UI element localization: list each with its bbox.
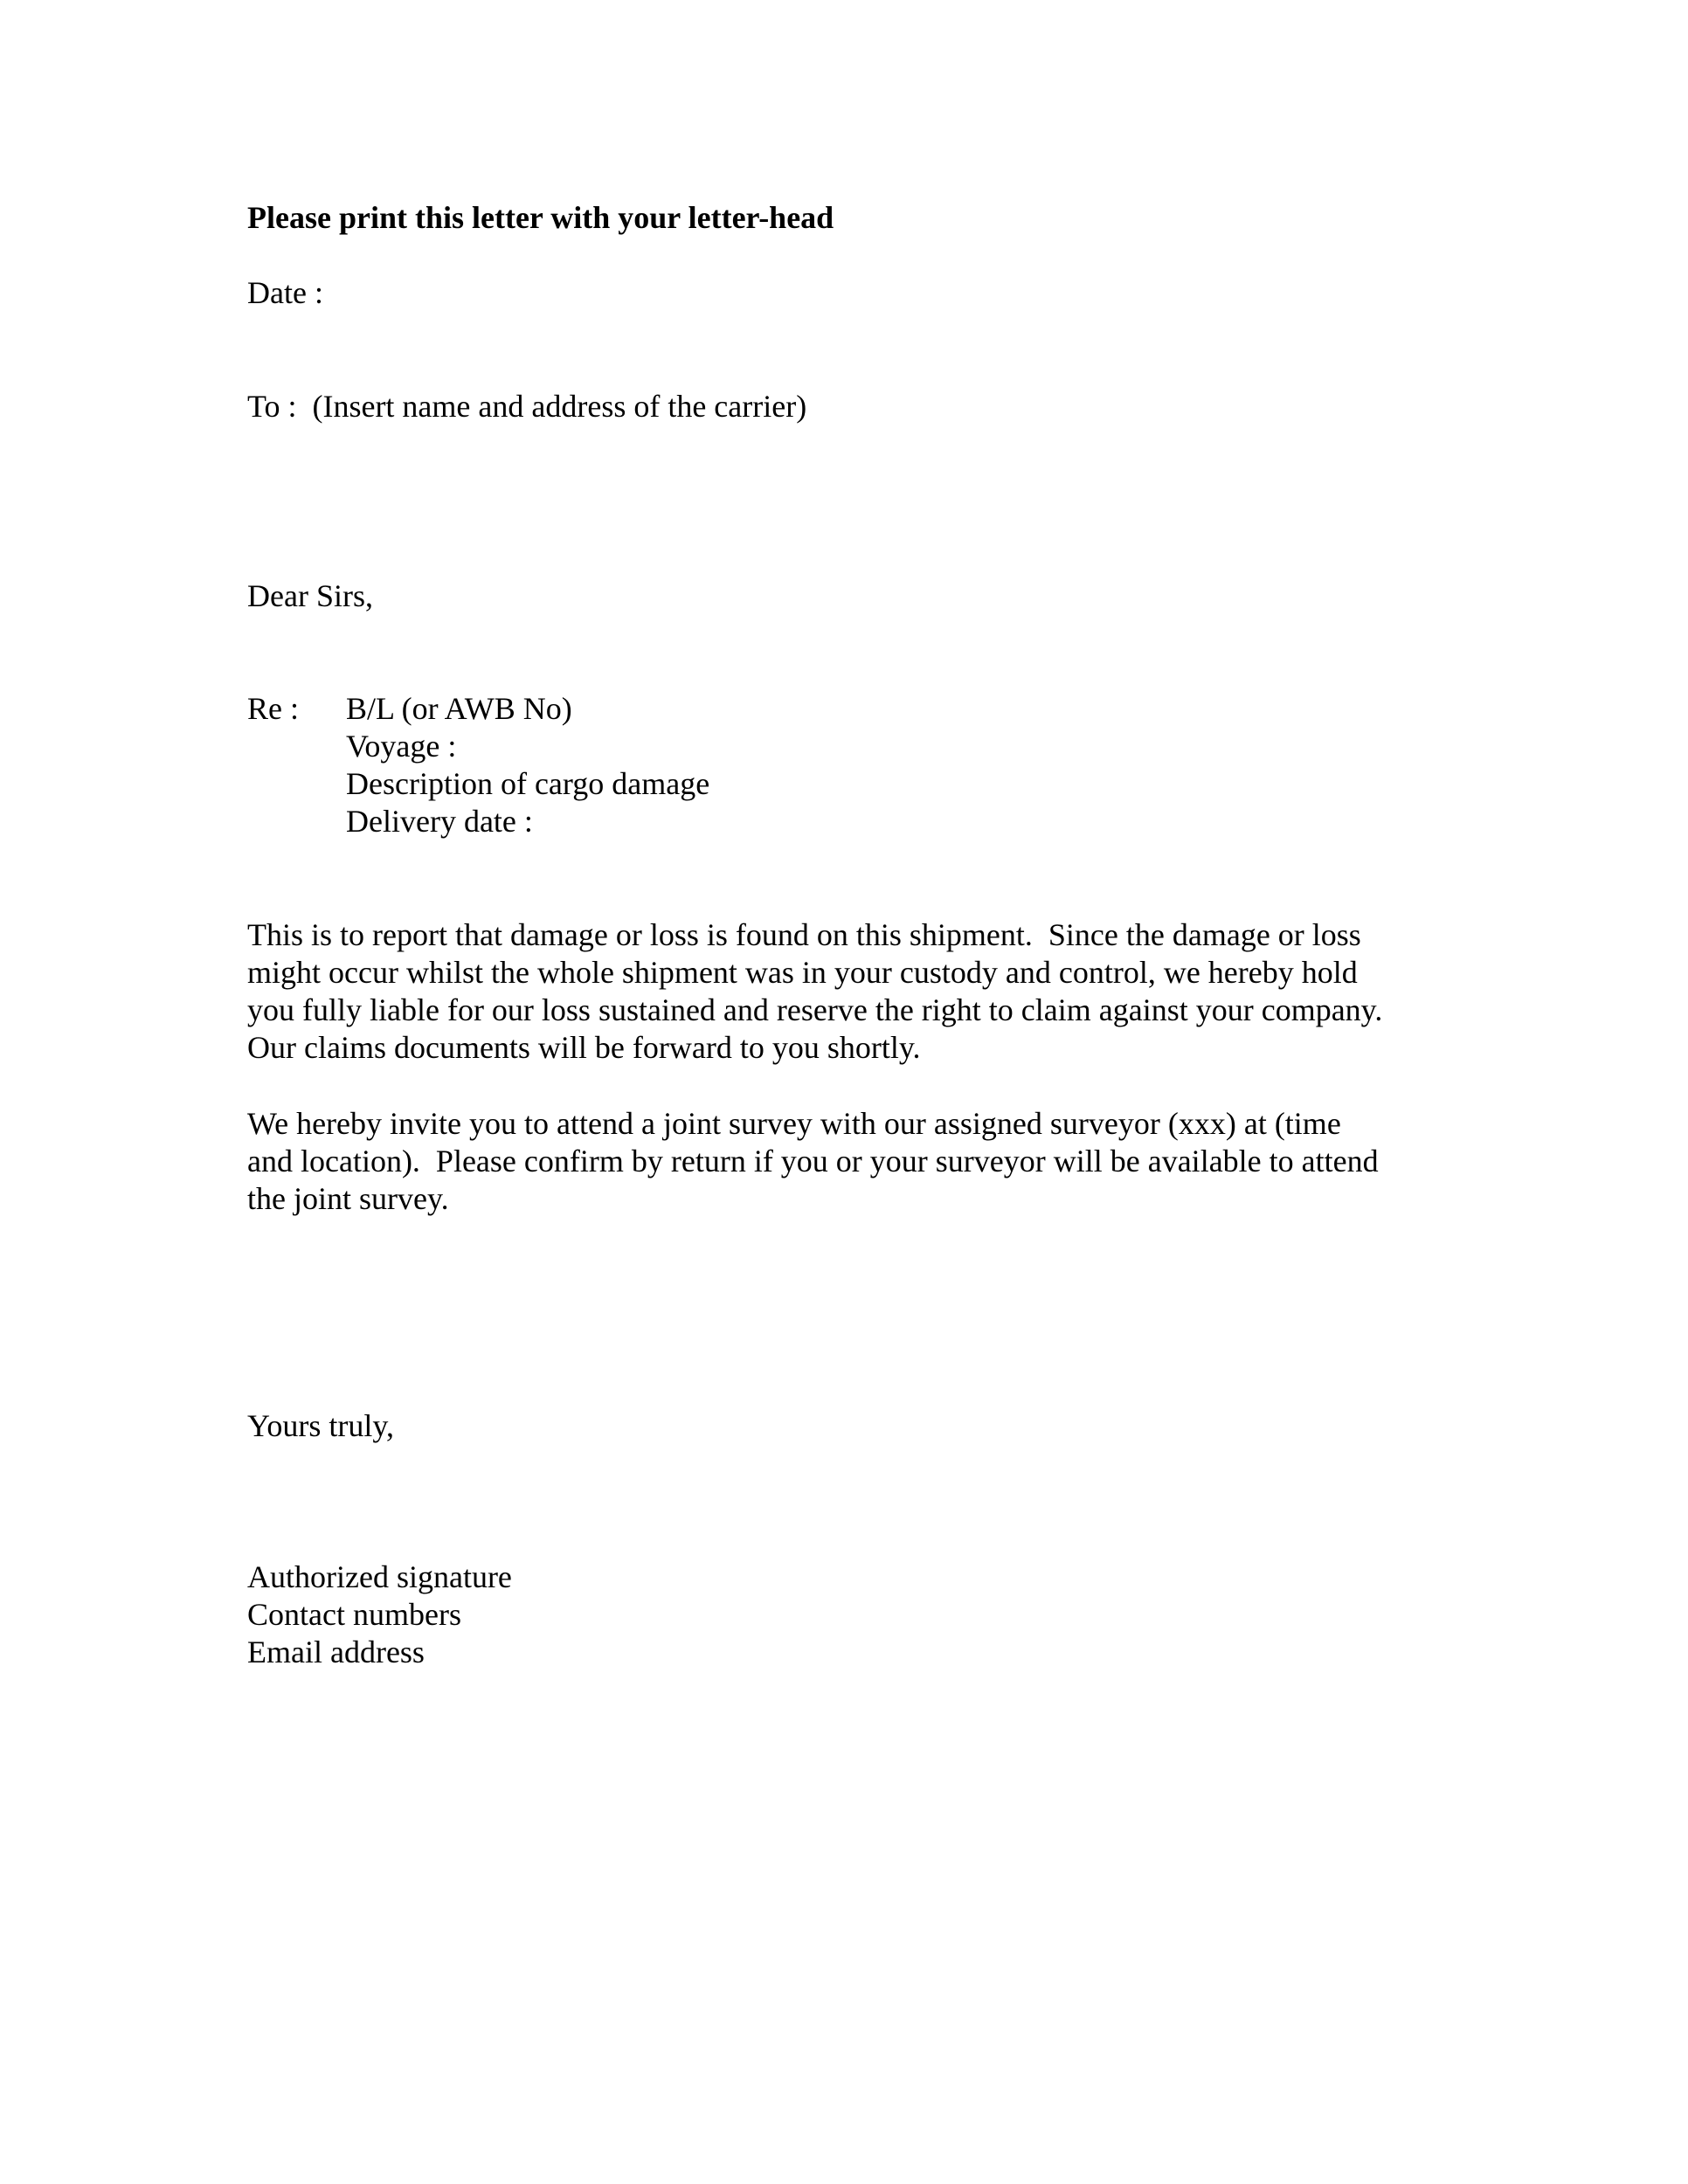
reference-cargo-damage: Description of cargo damage: [346, 766, 710, 801]
recipient-line: To : (Insert name and address of the carrier): [247, 389, 807, 424]
joint-survey-paragraph: [247, 1105, 1379, 1218]
contact-numbers: Contact numbers: [247, 1597, 461, 1632]
paragraph-line: This is to report that damage or loss is found on this shipment. Since the damage or loss: [247, 917, 1361, 952]
reference-bl-number: B/L (or AWB No): [346, 691, 572, 726]
paragraph-line: you fully liable for our loss sustained and reserve the right to claim against your company.: [247, 992, 1383, 1027]
paragraph-line: the joint survey.: [247, 1181, 449, 1216]
reference-delivery-date: Delivery date :: [346, 804, 533, 839]
date-label: Date :: [247, 275, 323, 310]
authorized-signature: Authorized signature: [247, 1559, 512, 1594]
paragraph-line: We hereby invite you to attend a joint survey with our assigned surveyor (xxx) at (time: [247, 1106, 1341, 1141]
paragraph-line: might occur whilst the whole shipment was in your custody and control, we hereby hold: [247, 955, 1358, 990]
reference-voyage: Voyage :: [346, 729, 457, 764]
reference-label: Re :: [247, 691, 299, 726]
paragraph-line: and location). Please confirm by return if you or your surveyor will be available to attend: [247, 1144, 1379, 1178]
damage-report-paragraph: [247, 916, 1382, 1067]
letterhead-instruction: Please print this letter with your letter-head: [247, 200, 834, 235]
email-address: Email address: [247, 1635, 425, 1669]
closing: Yours truly,: [247, 1408, 395, 1443]
paragraph-line: Our claims documents will be forward to you shortly.: [247, 1030, 921, 1065]
salutation: Dear Sirs,: [247, 578, 373, 613]
